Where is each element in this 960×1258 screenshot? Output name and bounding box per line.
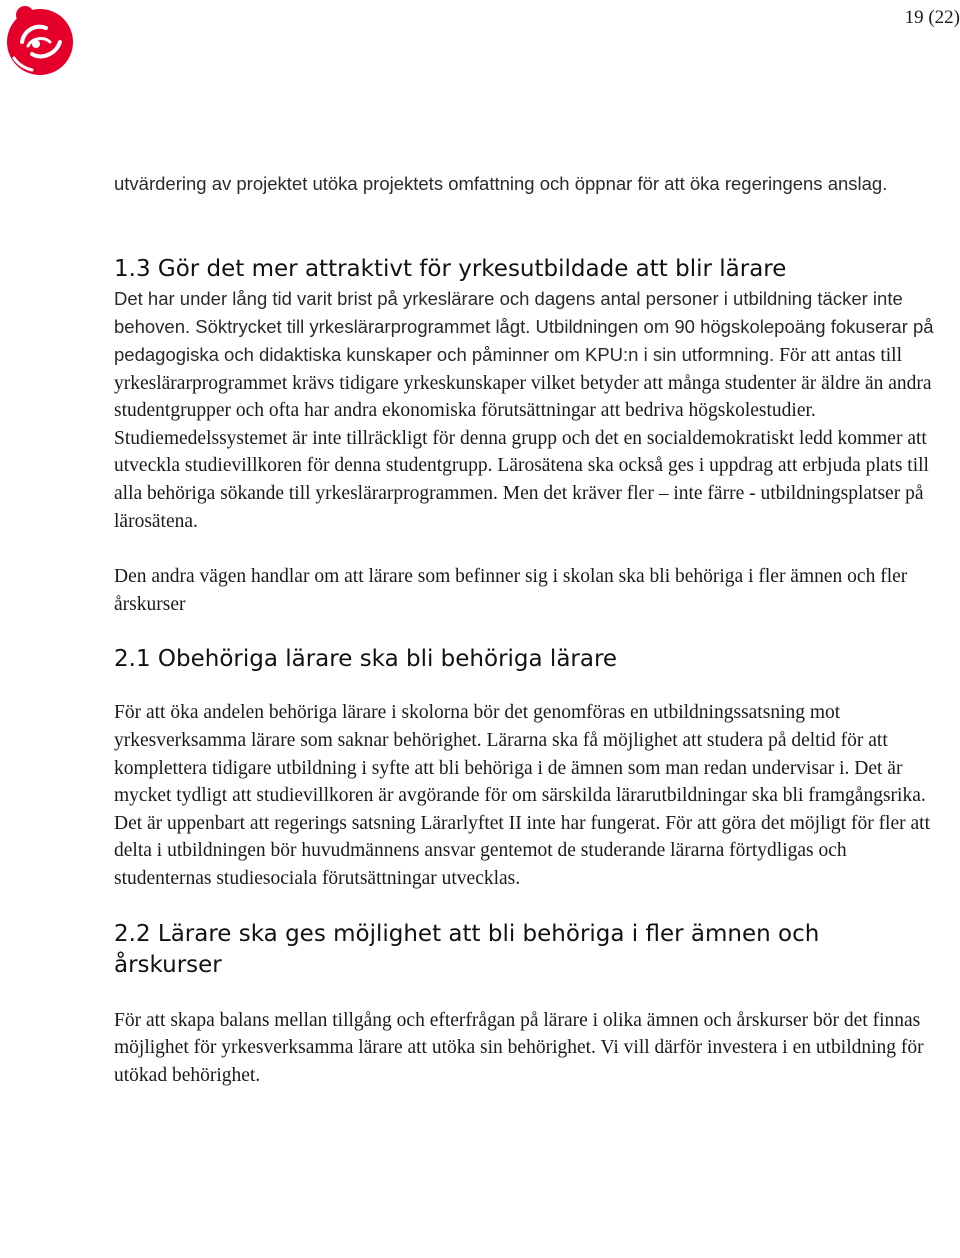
section-heading: 2.2 Lärare ska ges möjlighet att bli behöriga i fler ämnen och årskurser	[114, 920, 820, 978]
paragraph: För att öka andelen behöriga lärare i skolorna bör det genomföras en utbildningssatsning mot yrkesverksamma lärare som saknar behörighet. Lärarna ska få möjlighet att studera på deltid för att komplettera tidigare utbildning i syfte att bli behöriga i de ämnen som man redan undervisar i. Det är mycket tydligt att studievillkoren är avgörande för om särskilda lärarutbildningar ska bli framgångsrika. Det är uppenbart att regerings satsning Lärarlyftet II inte har fungerat. För att göra det möjligt för fler att delta i utbildningen bör huvudmännens ansvar gentemot de studerande lärarna förtydligas och studenternas studiesociala förutsättningar utvecklas.	[114, 702, 930, 889]
logo	[2, 2, 78, 80]
paragraph: utvärdering av projektet utöka projektets omfattning och öppnar för att öka regeringens anslag.	[114, 173, 888, 194]
page-number: 19 (22)	[904, 7, 960, 28]
section-heading: 1.3 Gör det mer attraktivt för yrkesutbildade att blir lärare	[114, 256, 787, 282]
paragraph-sans-part: Det har under lång tid varit brist på yrkeslärare och dagens antal personer i utbildning täcker inte behoven. Söktrycket till yrkeslärarprogrammet lågt. Utbildningen om 90 högskolepoäng fokuserar på pedagogiska och didaktiska kunskaper och påminner om KPU:n i sin utformning.	[114, 288, 934, 365]
paragraph-serif-part: För att antas till yrkeslärarprogrammet krävs tidigare yrkeskunskaper vilket betyder att många studenter är äldre än andra studentgrupper och ofta har andra ekonomiska förutsättningar att bedriva högskolestudier. Studiemedelssystemet är inte tillräckligt för denna grupp och det en socialdemokratiskt ledd kommer att utveckla studievillkoren för denna studentgrupp. Lärosätena ska också ges i uppdrag att erbjuda plats till alla behöriga sökande till yrkeslärarprogrammen. Men det kräver fler – inte färre - utbildningsplatser på lärosätena.	[114, 345, 932, 532]
document-body	[114, 170, 934, 1089]
paragraph-continuation	[114, 345, 932, 532]
section-heading: 2.1 Obehöriga lärare ska bli behöriga lärare	[114, 646, 618, 673]
paragraph: För att skapa balans mellan tillgång och efterfrågan på lärare i olika ämnen och årskurser bör det finnas möjlighet för yrkesverksamma lärare att utöka sin behörighet. Vi vill därför investera i en utbildning för utökad behörighet.	[114, 1009, 924, 1086]
rose-logo-icon	[2, 2, 78, 80]
paragraph: Den andra vägen handlar om att lärare som befinner sig i skolan ska bli behöriga i fler ämnen och fler årskurser	[114, 566, 908, 615]
